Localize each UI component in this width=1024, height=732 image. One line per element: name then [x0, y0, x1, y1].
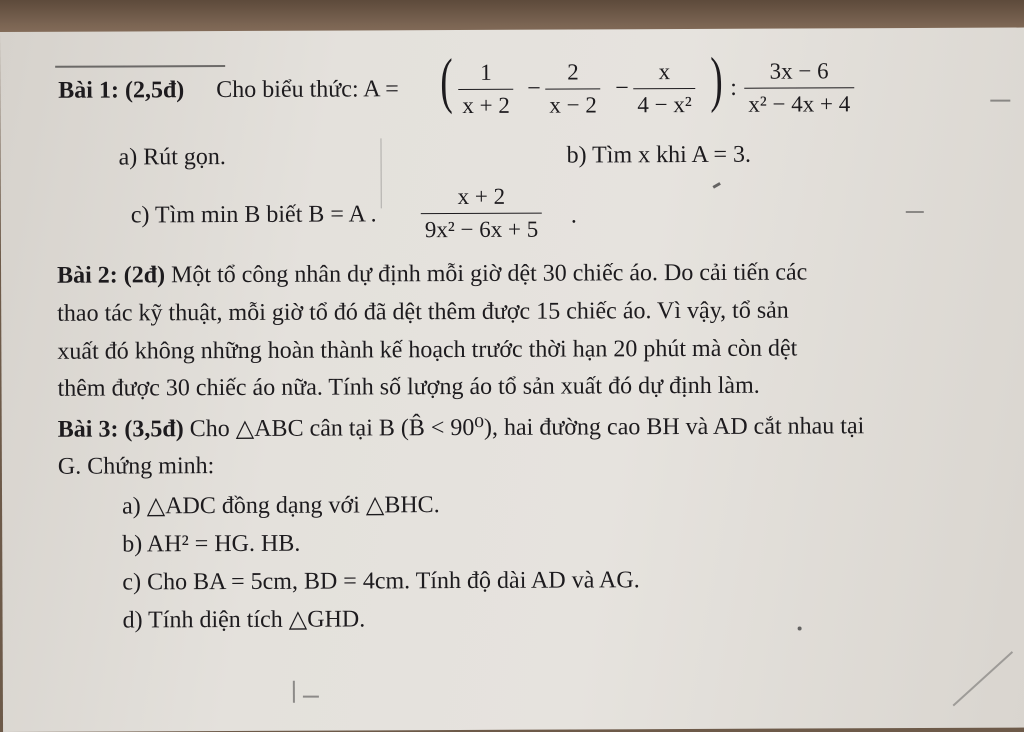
bai1-period: . [570, 202, 577, 229]
fraction-5 [421, 184, 543, 244]
fraction-1-den: x + 2 [458, 89, 514, 119]
fraction-5-den: 9x² − 6x + 5 [421, 213, 542, 244]
pencil-mark [953, 651, 1014, 706]
bai3-heading: Bài 3: (3,5đ) [57, 416, 184, 443]
minus-sign-2: − [615, 75, 629, 102]
bai2-line-4: thêm được 30 chiếc áo nữa. Tính số lượng áo tổ sản xuất đó dự định làm. [57, 372, 760, 402]
bai2-text-1: Một tổ công nhân dự định mỗi giờ dệt 30 chiếc áo. Do cải tiến các [171, 259, 808, 289]
torn-edge-line [55, 65, 225, 68]
fraction-2 [545, 59, 601, 118]
fraction-1-num: 1 [480, 59, 492, 85]
fraction-1 [458, 60, 514, 119]
bai1-heading: Bài 1: (2,5đ) [58, 77, 185, 104]
pencil-dot [798, 627, 802, 631]
fraction-5-num: x + 2 [457, 183, 506, 210]
bai1-intro: Cho biểu thức: A = [216, 76, 399, 104]
bai3-line-2: G. Chứng minh: [57, 453, 215, 480]
fraction-2-num: 2 [567, 59, 579, 85]
fraction-3-num: x [658, 59, 671, 85]
pencil-mark [293, 681, 295, 703]
bai3-line-1 [58, 412, 865, 444]
bai3-part-d: d) Tính diện tích △GHD. [122, 606, 366, 634]
exam-paper [0, 28, 1024, 732]
pencil-mark [712, 182, 720, 189]
bai2-heading: Bài 2: (2đ) [57, 262, 166, 289]
left-paren: ( [440, 47, 453, 116]
bai3-text-1: Cho △ABC cân tại B (B̂ < 90⁰), hai đường cao BH và AD cắt nhau tại [189, 413, 865, 443]
bai1-part-a: a) Rút gọn. [118, 144, 226, 171]
fraction-4-den: x² − 4x + 4 [744, 87, 854, 117]
fraction-4 [744, 58, 854, 117]
bai3-part-b: b) AH² = HG. HB. [122, 530, 301, 558]
pencil-mark [906, 211, 924, 213]
fraction-4-num: 3x − 6 [769, 58, 829, 84]
minus-sign-1: − [527, 75, 541, 102]
fraction-3 [633, 59, 696, 118]
bai3-part-a: a) △ADC đồng dạng với △BHC. [122, 492, 440, 520]
pencil-mark [303, 696, 319, 698]
division-colon: : [730, 74, 737, 101]
fraction-2-den: x − 2 [545, 88, 601, 118]
bai2-line-2: thao tác kỹ thuật, mỗi giờ tổ đó đã dệt thêm được 15 chiếc áo. Vì vậy, tổ sản [57, 297, 789, 327]
bai1-part-b: b) Tìm x khi A = 3. [566, 141, 752, 169]
pencil-mark [380, 138, 381, 208]
bai1-part-c: c) Tìm min B biết B = A . [130, 201, 377, 229]
bai3-part-c: c) Cho BA = 5cm, BD = 4cm. Tính độ dài AD và AG. [122, 567, 640, 596]
pencil-mark [990, 100, 1010, 102]
fraction-3-den: 4 − x² [633, 88, 696, 118]
bai2-line-3: xuất đó không những hoàn thành kế hoạch trước thời hạn 20 phút mà còn dệt [57, 335, 798, 365]
right-paren: ) [710, 45, 723, 114]
bai2-line-1 [57, 258, 807, 289]
